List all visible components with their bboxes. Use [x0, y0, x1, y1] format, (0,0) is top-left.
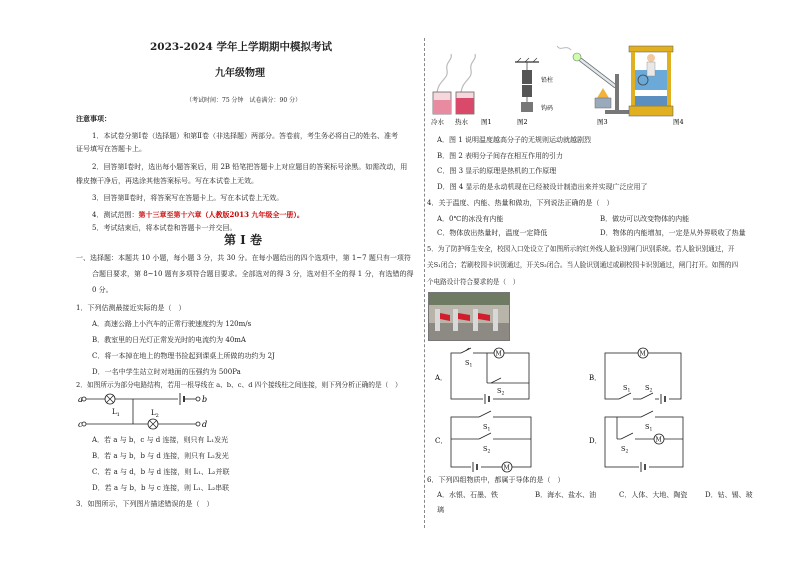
notice-line: 证号填写在答题卡上。: [76, 145, 146, 153]
q5-stem: 关S₁闭合；若刷校园卡识别通过，开关S₂闭合。当人脸识别通过或刷校园卡识别通过，闸门打开。如图的四: [427, 261, 739, 269]
notice-line: 2．回答第Ⅰ卷时，选出每小题答案后，用 2B 铅笔把答题卡上对应题目的答案标号涂黑。如需改动，用: [92, 163, 408, 171]
fig4-perpetual-motion: [629, 46, 684, 126]
fig1-hot-label: 热水: [455, 118, 468, 126]
gate-photo: [428, 292, 510, 341]
subject-title: 九年级物理: [215, 68, 265, 79]
svg-text:M: M: [639, 350, 646, 358]
lamp-l1-label: $L_1$: [112, 408, 120, 418]
q5-circuit-b: [605, 348, 681, 404]
q2-option-b: B．若 a 与 b，b 与 d 连接，则只有 L₂发光: [92, 452, 229, 460]
q2-circuit-figure: [78, 391, 208, 435]
svg-text:S2: $S_2$: [645, 384, 653, 394]
notice-line: 5．考试结束后，将本试卷和答题卡一并交回。: [92, 224, 237, 232]
q4-option-a: A．0℃的冰没有内能: [437, 215, 504, 223]
q5-stem: 5．为了防护师生安全，校园入口处设立了如图所示的红外线人脸识别闸门识别系统。若人脸识别通过，开: [427, 245, 735, 253]
q5-option-b-letter: B．: [589, 374, 602, 382]
q5-circuit-d: [605, 411, 683, 472]
q3-option-d: D．图 4 显示的是永动机现在已经被设计制造出来并实现广泛应用了: [437, 183, 648, 191]
fig2-lead-label: 铅柱: [541, 77, 554, 84]
svg-text:S2: $S_2$: [483, 445, 491, 455]
test-range: 第十三章至第十六章（人教版2013 九年级全一册）。: [138, 210, 304, 219]
fig2-weight-label: 钩码: [541, 105, 554, 112]
q4-option-d: D．物体的内能增加，一定是从外界吸收了热量: [600, 229, 746, 237]
q5-circuit-a: [451, 348, 529, 404]
q6-stem: 6．下列四组物质中，都属于导体的是（ ）: [427, 476, 565, 484]
q4-option-c: C．物体放出热量时，温度一定降低: [437, 229, 548, 237]
q1-option-d: D．一名中学生站立时对地面的压强约为 500Pa: [92, 368, 241, 376]
svg-text:M: M: [655, 436, 662, 444]
q5-stem: 个电路设计符合要求的是（ ）: [427, 278, 520, 286]
notice-line-4: [92, 210, 304, 220]
column-divider: [424, 38, 425, 528]
notice-item4-prefix: 4．测试范围：: [92, 211, 139, 219]
fig4-label: 图4: [673, 118, 684, 126]
q5-circuit-options: [427, 343, 787, 475]
fig1-label: 图1: [481, 118, 492, 126]
terminal-b: b: [202, 395, 208, 404]
notice-line: 3．回答第Ⅱ卷时，将答案写在答题卡上。写在本试卷上无效。: [92, 194, 284, 202]
svg-text:S2: $S_2$: [497, 387, 505, 397]
q2-option-a: A．若 a 与 b，c 与 d 连接，则只有 L₁发光: [92, 436, 229, 444]
q2-stem: 2．如图所示为部分电路结构，若用一根导线在 a、b、c、d 四个接线柱之间连接，则下列分析正确的是（ ）: [76, 381, 402, 389]
q5-option-d-letter: D．: [589, 437, 602, 445]
terminal-d: d: [202, 420, 208, 429]
notice-line: 橡皮擦干净后，再选涂其他答案标号。写在本试卷上无效。: [76, 177, 258, 185]
svg-text:S1: $S_1$: [645, 423, 653, 433]
q4-stem: 4．关于温度、内能、热量和做功，下列说法正确的是（ ）: [427, 199, 614, 207]
q3-option-b: B．图 2 表明分子间存在相互作用的引力: [437, 152, 564, 160]
q1-option-b: B．教室里的日光灯正常发光时的电流约为 40mA: [92, 336, 246, 344]
q6-option-c: C．人体、大地、陶瓷: [619, 491, 688, 499]
svg-text:M: M: [495, 350, 502, 358]
q1-stem: 1．下列估测最接近实际的是（ ）: [76, 304, 186, 312]
fig3-steam-tube: [557, 46, 633, 126]
q2-option-c: C．若 a 与 d，b 与 d 连接，则 L₁、L₂并联: [92, 468, 230, 476]
q6-option-b: B．海水、盐水、油: [535, 491, 597, 499]
svg-text:S1: $S_1$: [483, 423, 491, 433]
section-intro: 合题目要求，第 8~10 题有多项符合题目要求。全部选对的得 3 分，选对但不全的得 1 分，有选错的得: [92, 270, 414, 278]
q3-figures: [429, 40, 684, 132]
section-intro: 0 分。: [92, 286, 113, 294]
q3-option-c: C．图 3 显示的原理是热机的工作原理: [437, 167, 557, 175]
exam-info: （考试时间：75 分钟 试卷满分：90 分）: [186, 97, 302, 104]
q3-option-a: A．图 1 说明温度越高分子的无规则运动就越剧烈: [437, 136, 591, 144]
fig2-lead-cylinders: [515, 58, 553, 126]
section-intro: 一、选择题：本题共 10 小题，每小题 3 分，共 30 分。在每小题给出的四个选项中，第 1~7 题只有一项符: [76, 254, 411, 262]
fig1-beakers: [431, 54, 492, 126]
svg-text:S1: $S_1$: [623, 384, 631, 394]
svg-text:S2: $S_2$: [621, 445, 629, 455]
gate-photo-image: [429, 293, 509, 340]
terminal-c: c: [78, 420, 83, 429]
fig3-label: 图3: [597, 118, 608, 126]
q5-circuit-c: [451, 411, 531, 472]
exam-title: 2023-2024 学年上学期期中模拟考试: [150, 41, 332, 53]
q6-option-d: D．钻、锡、玻: [705, 491, 753, 499]
notice-line: 1．本试卷分第Ⅰ卷（选择题）和第Ⅱ卷（非选择题）两部分。答卷前，考生务必将自己的姓名、准考: [92, 132, 398, 140]
q5-option-a-letter: A．: [435, 374, 448, 382]
q1-option-c: C．将一本掉在地上的物理书捡起到课桌上所做的功约为 2J: [92, 352, 275, 360]
q2-option-d: D．若 a 与 b，b 与 c 连接，则 L₁、L₂串联: [92, 484, 230, 492]
q4-option-b: B．做功可以改变物体的内能: [600, 215, 690, 223]
fig1-cold-label: 冷水: [431, 118, 444, 126]
svg-text:M: M: [503, 464, 510, 472]
q6-option-d-wrap: 璃: [437, 506, 444, 514]
section-title: 第 Ⅰ 卷: [224, 233, 262, 247]
q5-option-c-letter: C．: [435, 437, 448, 445]
notice-heading: 注意事项：: [76, 114, 111, 123]
q1-option-a: A．高速公路上小汽车的正常行驶速度约为 120m/s: [92, 320, 252, 328]
terminal-a: a: [78, 395, 83, 404]
q3-stem: 3．如图所示，下列图片描述错误的是（ ）: [76, 500, 214, 508]
fig2-label: 图2: [517, 118, 528, 126]
lamp-l2-label: $L_2$: [151, 409, 159, 419]
q6-option-a: A．水银、石墨、铁: [437, 491, 499, 499]
svg-text:S1: $S_1$: [465, 359, 473, 369]
